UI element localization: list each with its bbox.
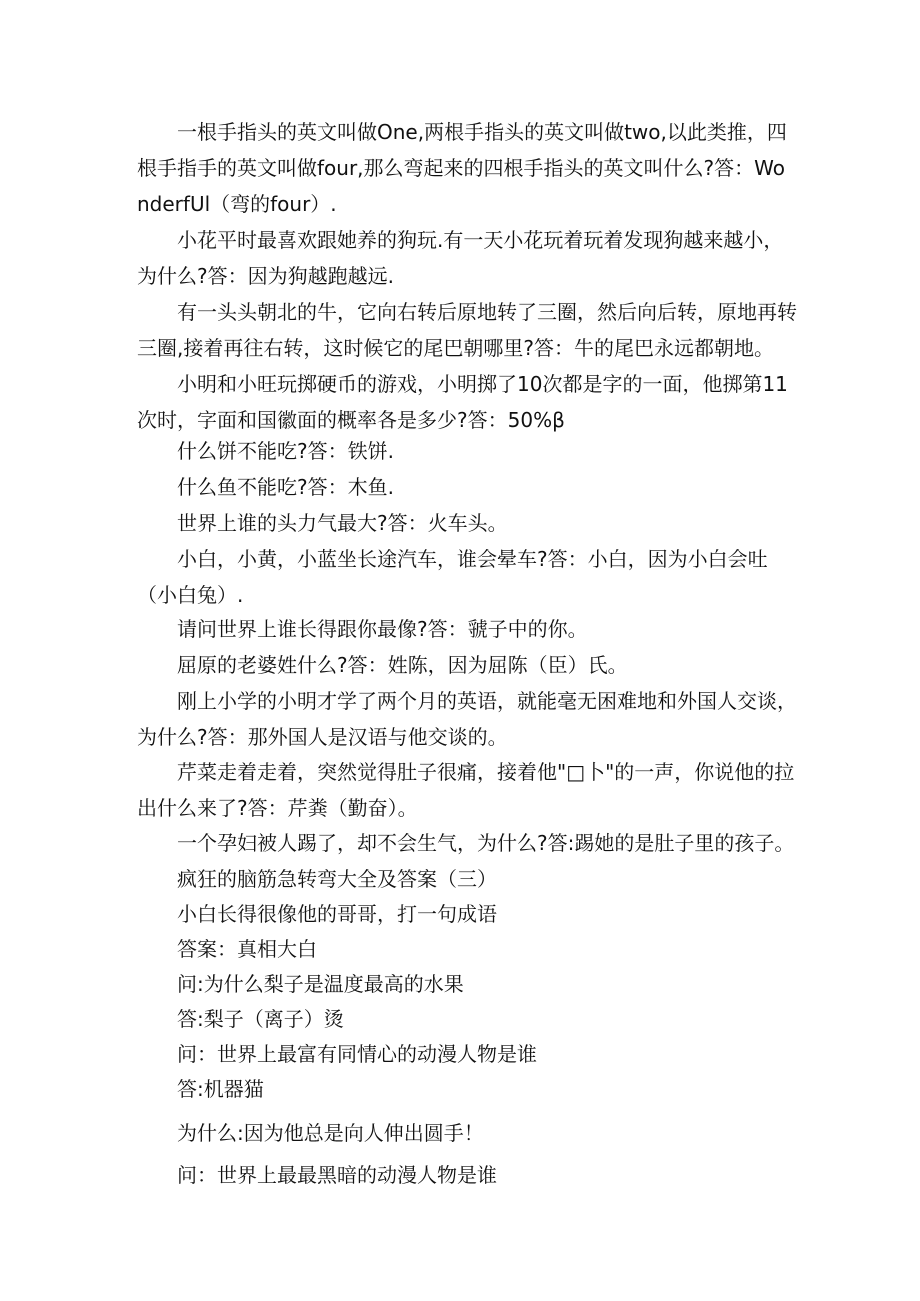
riddle-paragraph: 小花平时最喜欢跟她养的狗玩.有一天小花玩着玩着发现狗越来越小，为什么?答：因为狗越跑越远. (137, 228, 784, 288)
riddle-line: 问:为什么梨子是温度最高的水果 (177, 972, 464, 996)
riddle-paragraph: 刚上小学的小明才学了两个月的英语，就能毫无困难地和外国人交谈，为什么?答：那外国人是汉语与他交谈的。 (137, 689, 797, 749)
riddle-line: 答案：真相大白 (177, 937, 317, 961)
riddle-line: 问：世界上最富有同情心的动漫人物是谁 (177, 1042, 537, 1066)
riddle-paragraph: 一根手指头的英文叫做One,两根手指头的英文叫做two,以此类推，四根手指手的英文叫做four,那么弯起来的四根手指头的英文叫什么?答：WonderfUl（弯的four）. (137, 120, 787, 216)
riddle-paragraph: 小白，小黄，小蓝坐长途汽车，谁会晕车?答：小白，因为小白会吐（小白兔）. (137, 547, 768, 607)
riddle-paragraph: 屈原的老婆姓什么?答：姓陈，因为屈陈（臣）氏。 (177, 653, 628, 677)
riddle-paragraph: 世界上谁的头力气最大?答：火车头。 (177, 511, 508, 535)
section-heading: 疯狂的脑筋急转弯大全及答案（三） (177, 867, 497, 891)
riddle-paragraph: 有一头头朝北的牛，它向右转后原地转了三圈，然后向后转，原地再转三圈,接着再往右转，这时候它的尾巴朝哪里?答：牛的尾巴永远都朝地。 (137, 300, 797, 360)
riddle-paragraph: 什么鱼不能吃?答：木鱼. (177, 475, 394, 499)
riddle-line: 为什么:因为他总是向人伸出圆手！ (177, 1121, 484, 1145)
riddle-line: 问：世界上最最黑暗的动漫人物是谁 (177, 1163, 497, 1187)
riddle-paragraph: 请问世界上谁长得跟你最像?答：虢子中的你。 (177, 617, 588, 641)
riddle-line: 答:机器猫 (177, 1077, 264, 1101)
riddle-paragraph: 一个孕妇被人踢了，却不会生气，为什么?答:踢她的是肚子里的孩子。 (177, 831, 795, 855)
riddle-paragraph: 小明和小旺玩掷硬币的游戏，小明掷了10次都是字的一面，他掷第11次时，字面和国徽面的概率各是多少?答：50%β (137, 372, 788, 432)
riddle-line: 答:梨子（离子）烫 (177, 1007, 344, 1031)
riddle-line: 小白长得很像他的哥哥，打一句成语 (177, 902, 497, 926)
riddle-paragraph: 什么饼不能吃?答：铁饼. (177, 439, 394, 463)
riddle-paragraph: 芹菜走着走着，突然觉得肚子很痛，接着他"□卜"的一声，你说他的拉出什么来了?答：芹粪（勤奋）。 (137, 760, 795, 820)
